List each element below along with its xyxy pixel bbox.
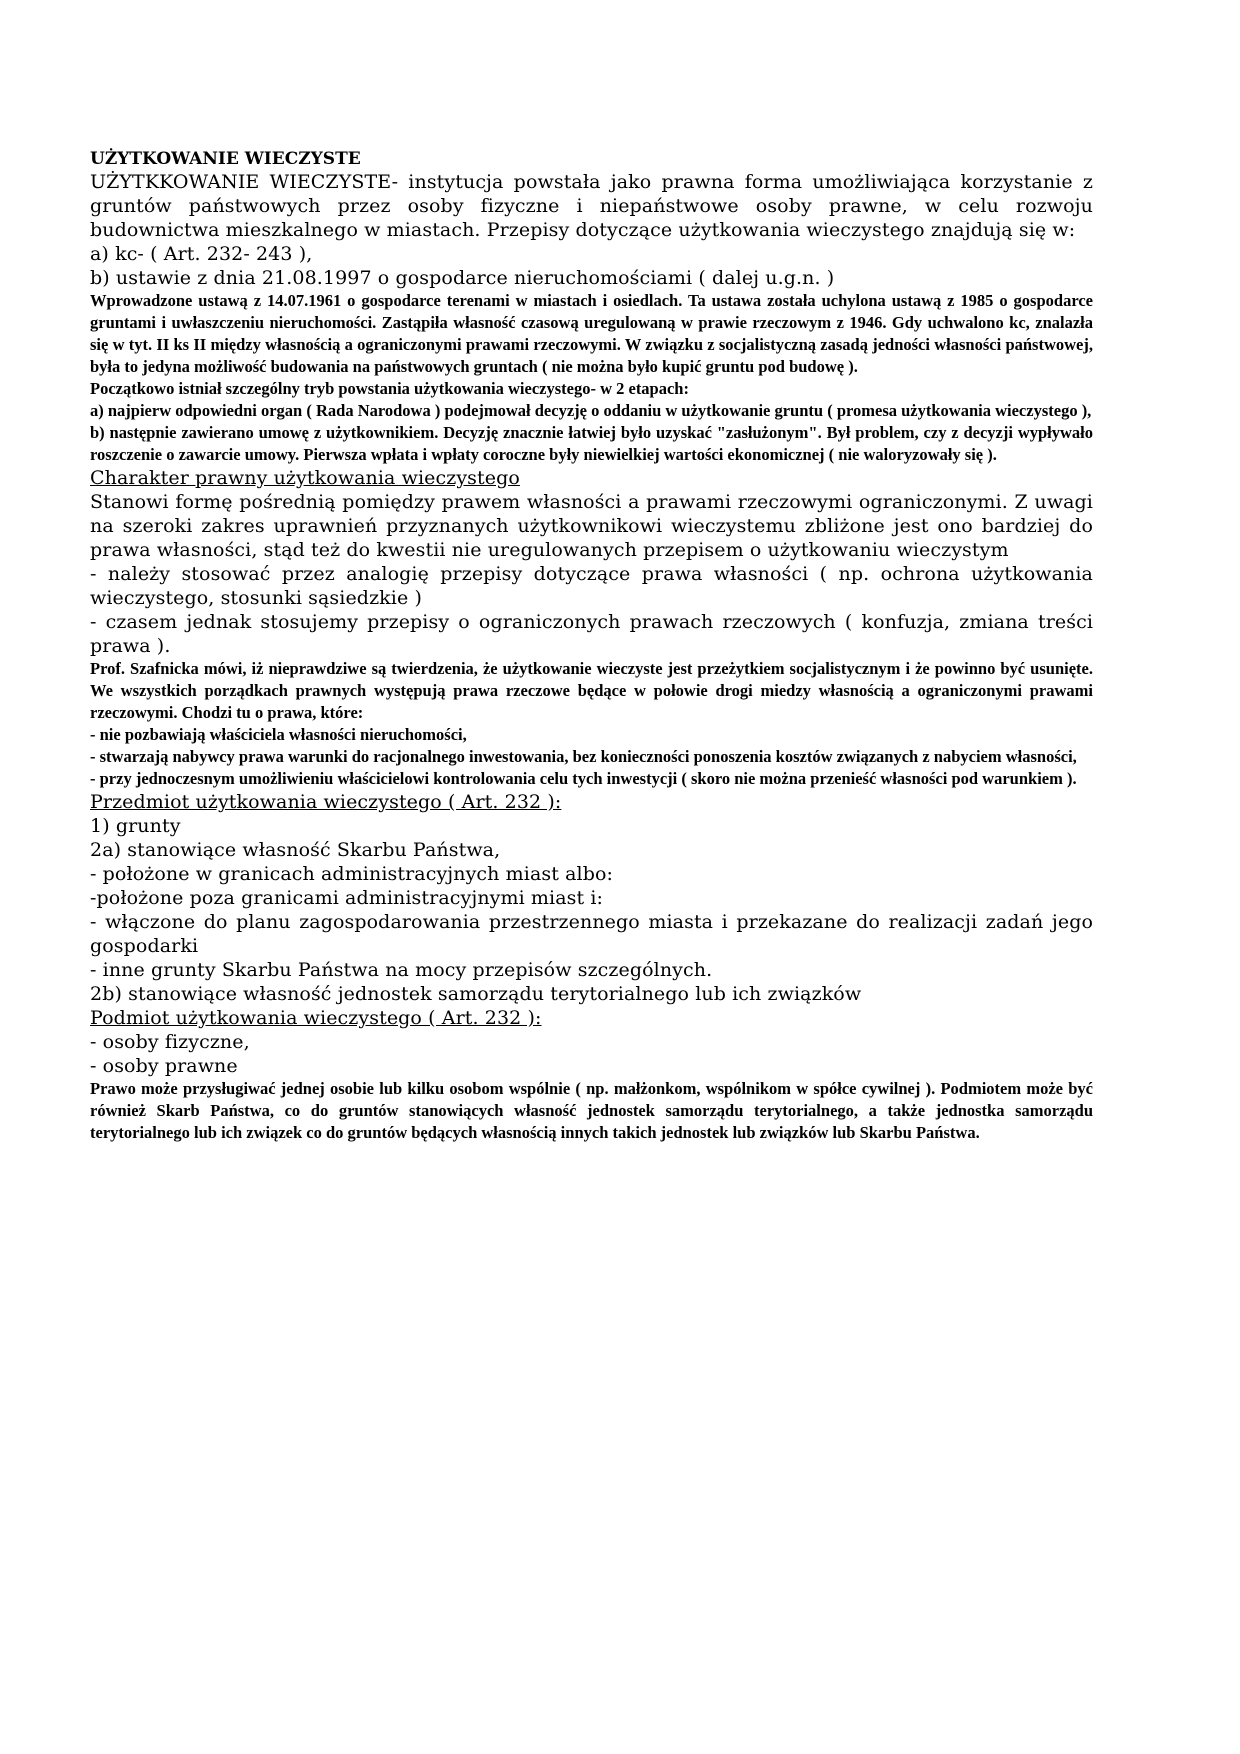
- list-item: - włączone do planu zagospodarowania przestrzennego miasta i przekazane do realizacji zadań jego gospodarki: [90, 911, 1093, 957]
- section-heading-subject: Podmiot użytkowania wieczystego ( Art. 232 ):: [90, 1007, 542, 1029]
- paragraph: Prof. Szafnicka mówi, iż nieprawdziwe są twierdzenia, że użytkowanie wieczyste jest przeżytkiem socjalistycznym i że powinno być usunięte. We wszystkich porządkach prawnych występują prawa rzeczowe będące w połowie drogi miedzy własnością a ograniczonymi prawami rzeczowymi. Chodzi tu o prawa, które:: [90, 659, 1093, 722]
- section-heading-legal-nature: Charakter prawny użytkowania wieczystego: [90, 467, 520, 489]
- section-heading-object: Przedmiot użytkowania wieczystego ( Art. 232 ):: [90, 791, 562, 813]
- list-item: b) następnie zawierano umowę z użytkownikiem. Decyzję znacznie łatwiej było uzyskać "zasłużonym". Był problem, czy z decyzji wypływało roszczenie o zawarcie umowy. Pierwsza wpłata i wpłaty coroczne były niewielkiej wartości ekonomicznej ( nie waloryzowały się ).: [90, 423, 1093, 464]
- list-item: - czasem jednak stosujemy przepisy o ograniczonych prawach rzeczowych ( konfuzja, zmiana treści prawa ).: [90, 611, 1093, 657]
- list-item: - nie pozbawiają właściciela własności nieruchomości,: [90, 725, 467, 744]
- list-item: 1) grunty: [90, 815, 181, 837]
- list-item: a) kc- ( Art. 232- 243 ),: [90, 243, 313, 265]
- definition-paragraph: UŻYTKKOWANIE WIECZYSTE- instytucja powstała jako prawna forma umożliwiająca korzystanie z gruntów państwowych przez osoby fizyczne i niepaństwowe osoby prawne, w celu rozwoju budownictwa mieszkalnego w miastach. Przepisy dotyczące użytkowania wieczystego znajdują się w:: [90, 171, 1093, 241]
- paragraph: Stanowi formę pośrednią pomiędzy prawem własności a prawami rzeczowymi ograniczonymi. Z uwagi na szeroki zakres uprawnień przyznanych użytkownikowi wieczystemu zbliżone jest ono bardziej do prawa własności, stąd też do kwestii nie uregulowanych przepisem o użytkowaniu wieczystym: [90, 491, 1093, 561]
- document-body: [90, 148, 1093, 1144]
- paragraph: Prawo może przysługiwać jednej osobie lub kilku osobom wspólnie ( np. małżonkom, wspólnikom w spółce cywilnej ). Podmiotem może być również Skarb Państwa, co do gruntów stanowiących własność jednostek samorządu terytorialnego, a także jednostka samorządu terytorialnego lub ich związek co do gruntów będących własnością innych takich jednostek lub związków lub Skarbu Państwa.: [90, 1079, 1093, 1142]
- history-paragraph: Wprowadzone ustawą z 14.07.1961 o gospodarce terenami w miastach i osiedlach. Ta ustawa została uchylona ustawą z 1985 o gospodarce gruntami i uwłaszczeniu nieruchomości. Zastąpiła własność czasową uregulowaną w prawie rzeczowym z 1946. Gdy uchwalono kc, znalazła się w tyt. II ks II między własnością a ograniczonymi prawami rzeczowymi. W związku z socjalistyczną zasadą jedności własności państwowej, była to jedyna możliwość budowania na państwowych gruntach ( nie można było kupić gruntu pod budowę ).: [90, 291, 1093, 376]
- document-title: UŻYTKOWANIE WIECZYSTE: [90, 149, 361, 169]
- list-item: - stwarzają nabywcy prawa warunki do racjonalnego inwestowania, bez konieczności ponoszenia kosztów związanych z nabyciem własności,: [90, 747, 1077, 766]
- list-item: 2b) stanowiące własność jednostek samorządu terytorialnego lub ich związków: [90, 983, 862, 1005]
- list-item: - przy jednoczesnym umożliwieniu właścicielowi kontrolowania celu tych inwestycji ( skoro nie można przenieść własności pod warunkiem ).: [90, 769, 1077, 788]
- list-item: 2a) stanowiące własność Skarbu Państwa,: [90, 839, 501, 861]
- list-item: - należy stosować przez analogię przepisy dotyczące prawa własności ( np. ochrona użytkowania wieczystego, stosunki sąsiedzkie ): [90, 563, 1093, 609]
- paragraph: Początkowo istniał szczególny tryb powstania użytkowania wieczystego- w 2 etapach:: [90, 379, 689, 398]
- list-item: b) ustawie z dnia 21.08.1997 o gospodarce nieruchomościami ( dalej u.g.n. ): [90, 267, 835, 289]
- list-item: -położone poza granicami administracyjnymi miast i:: [90, 887, 604, 909]
- list-item: - osoby fizyczne,: [90, 1031, 250, 1053]
- list-item: - osoby prawne: [90, 1055, 238, 1077]
- list-item: - położone w granicach administracyjnych miast albo:: [90, 863, 614, 885]
- list-item: a) najpierw odpowiedni organ ( Rada Narodowa ) podejmował decyzję o oddaniu w użytkowanie gruntu ( promesa użytkowania wieczystego ),: [90, 401, 1092, 420]
- list-item: - inne grunty Skarbu Państwa na mocy przepisów szczególnych.: [90, 959, 713, 981]
